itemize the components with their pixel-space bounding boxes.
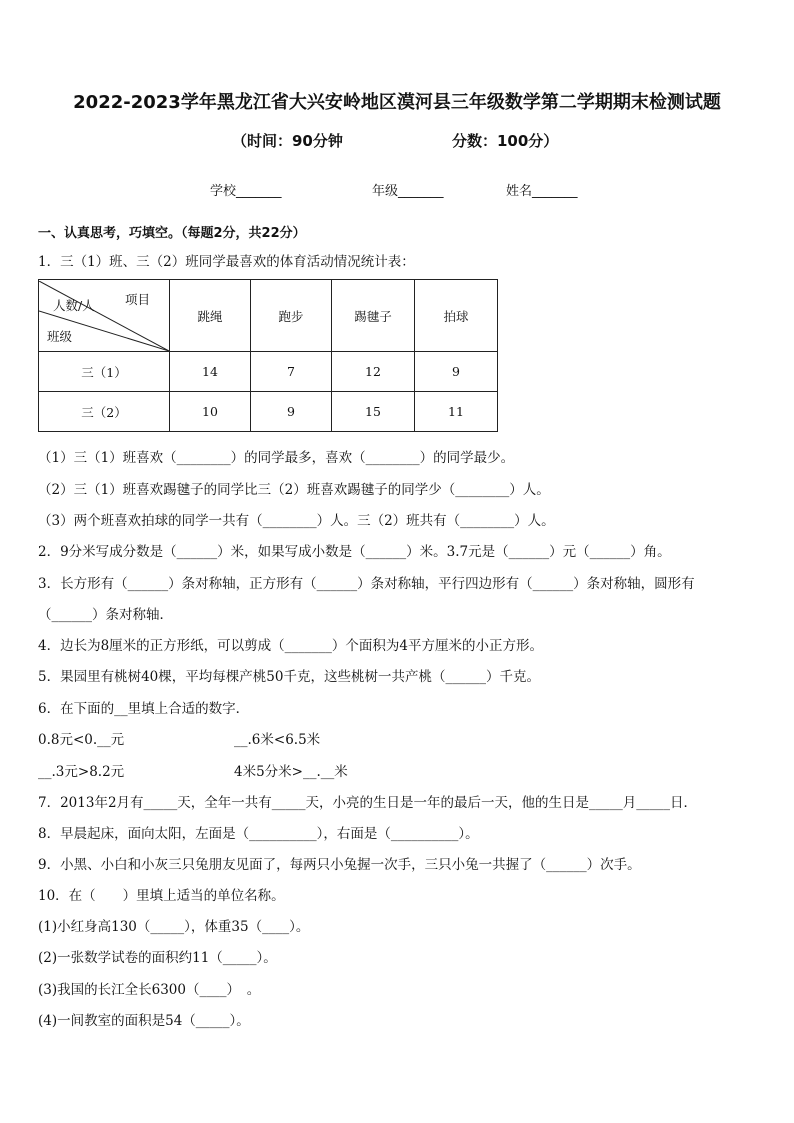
question-7: 7．2013年2月有_____天，全年一共有_____天，小亮的生日是一年的最后一天，他的生日是_____月_____日． [38, 795, 698, 811]
total-score: 分数：100分） [452, 132, 559, 150]
corner-label-class: 班级 [47, 328, 73, 344]
question-8: 8．早晨起床，面向太阳，左面是（__________），右面是（__________）。 [38, 826, 479, 842]
question-10-part-4: (4)一间教室的面积是54（_____）。 [38, 1013, 250, 1029]
table-header: 跑步 [251, 280, 332, 352]
question-1: 1．三（1）班、三（2）班同学最喜欢的体育活动情况统计表： [38, 254, 415, 270]
stats-table [38, 279, 498, 432]
table-cell: 11 [415, 392, 498, 432]
question-4: 4．边长为8厘米的正方形纸，可以剪成（_______）个面积为4平方厘米的小正方形。 [38, 638, 544, 654]
table-row [39, 352, 498, 392]
question-1-part-1: （1）三（1）班喜欢（________）的同学最多，喜欢（________）的同学最少。 [38, 450, 515, 466]
question-10-part-2: (2)一张数学试卷的面积约11（_____）。 [38, 950, 277, 966]
table-cell: 7 [251, 352, 332, 392]
question-3: 3．长方形有（______）条对称轴，正方形有（______）条对称轴，平行四边形有（______）条对称轴，圆形有 [38, 576, 695, 592]
question-2: 2．9分米写成分数是（______）米，如果写成小数是（______）米。3.7元是（______）元（______）角。 [38, 544, 671, 560]
question-1-part-3: （3）两个班喜欢拍球的同学一共有（________）人。三（2）班共有（________）人。 [38, 513, 555, 529]
corner-label-count: 人数/人 [53, 297, 95, 313]
question-9: 9．小黑、小白和小灰三只兔朋友见面了，每两只小兔握一次手，三只小兔一共握了（______）次手。 [38, 857, 641, 873]
grade-field: 年级_______ [372, 184, 444, 199]
page-title: 2022-2023学年黑龙江省大兴安岭地区漠河县三年级数学第二学期期末检测试题 [73, 92, 721, 113]
question-6: 6．在下面的__里填上合适的数字． [38, 701, 250, 717]
section-heading: 一、认真思考，巧填空。（每题2分，共22分） [38, 226, 306, 241]
question-6-c: __.3元>8.2元 [38, 764, 125, 780]
table-cell: 10 [170, 392, 251, 432]
corner-label-item: 项目 [125, 291, 151, 307]
name-field: 姓名_______ [506, 184, 578, 199]
row-label: 三（2） [39, 392, 170, 432]
table-cell: 9 [415, 352, 498, 392]
table-cell: 9 [251, 392, 332, 432]
table-corner-cell [39, 280, 170, 352]
question-10: 10．在（ ）里填上适当的单位名称。 [38, 888, 285, 904]
question-6-a: 0.8元<0.__元 [38, 732, 125, 748]
question-6-d: 4米5分米>__.__米 [234, 764, 348, 780]
school-field: 学校_______ [210, 184, 282, 199]
question-10-part-3: (3)我国的长江全长6300（____） 。 [38, 982, 261, 998]
question-6-b: __.6米<6.5米 [234, 732, 321, 748]
table-header: 跳绳 [170, 280, 251, 352]
question-10-part-1: (1)小红身高130（_____），体重35（____）。 [38, 919, 310, 935]
question-3-continued: （______）条对称轴． [38, 607, 173, 623]
question-1-part-2: （2）三（1）班喜欢踢毽子的同学比三（2）班喜欢踢毽子的同学少（________）人。 [38, 482, 550, 498]
table-header: 踢毽子 [332, 280, 415, 352]
row-label: 三（1） [39, 352, 170, 392]
question-5: 5．果园里有桃树40棵，平均每棵产桃50千克，这些桃树一共产桃（______）千克。 [38, 669, 540, 685]
time-limit: （时间：90分钟 [232, 132, 343, 150]
table-row [39, 392, 498, 432]
table-header: 拍球 [415, 280, 498, 352]
table-cell: 12 [332, 352, 415, 392]
table-cell: 14 [170, 352, 251, 392]
table-cell: 15 [332, 392, 415, 432]
